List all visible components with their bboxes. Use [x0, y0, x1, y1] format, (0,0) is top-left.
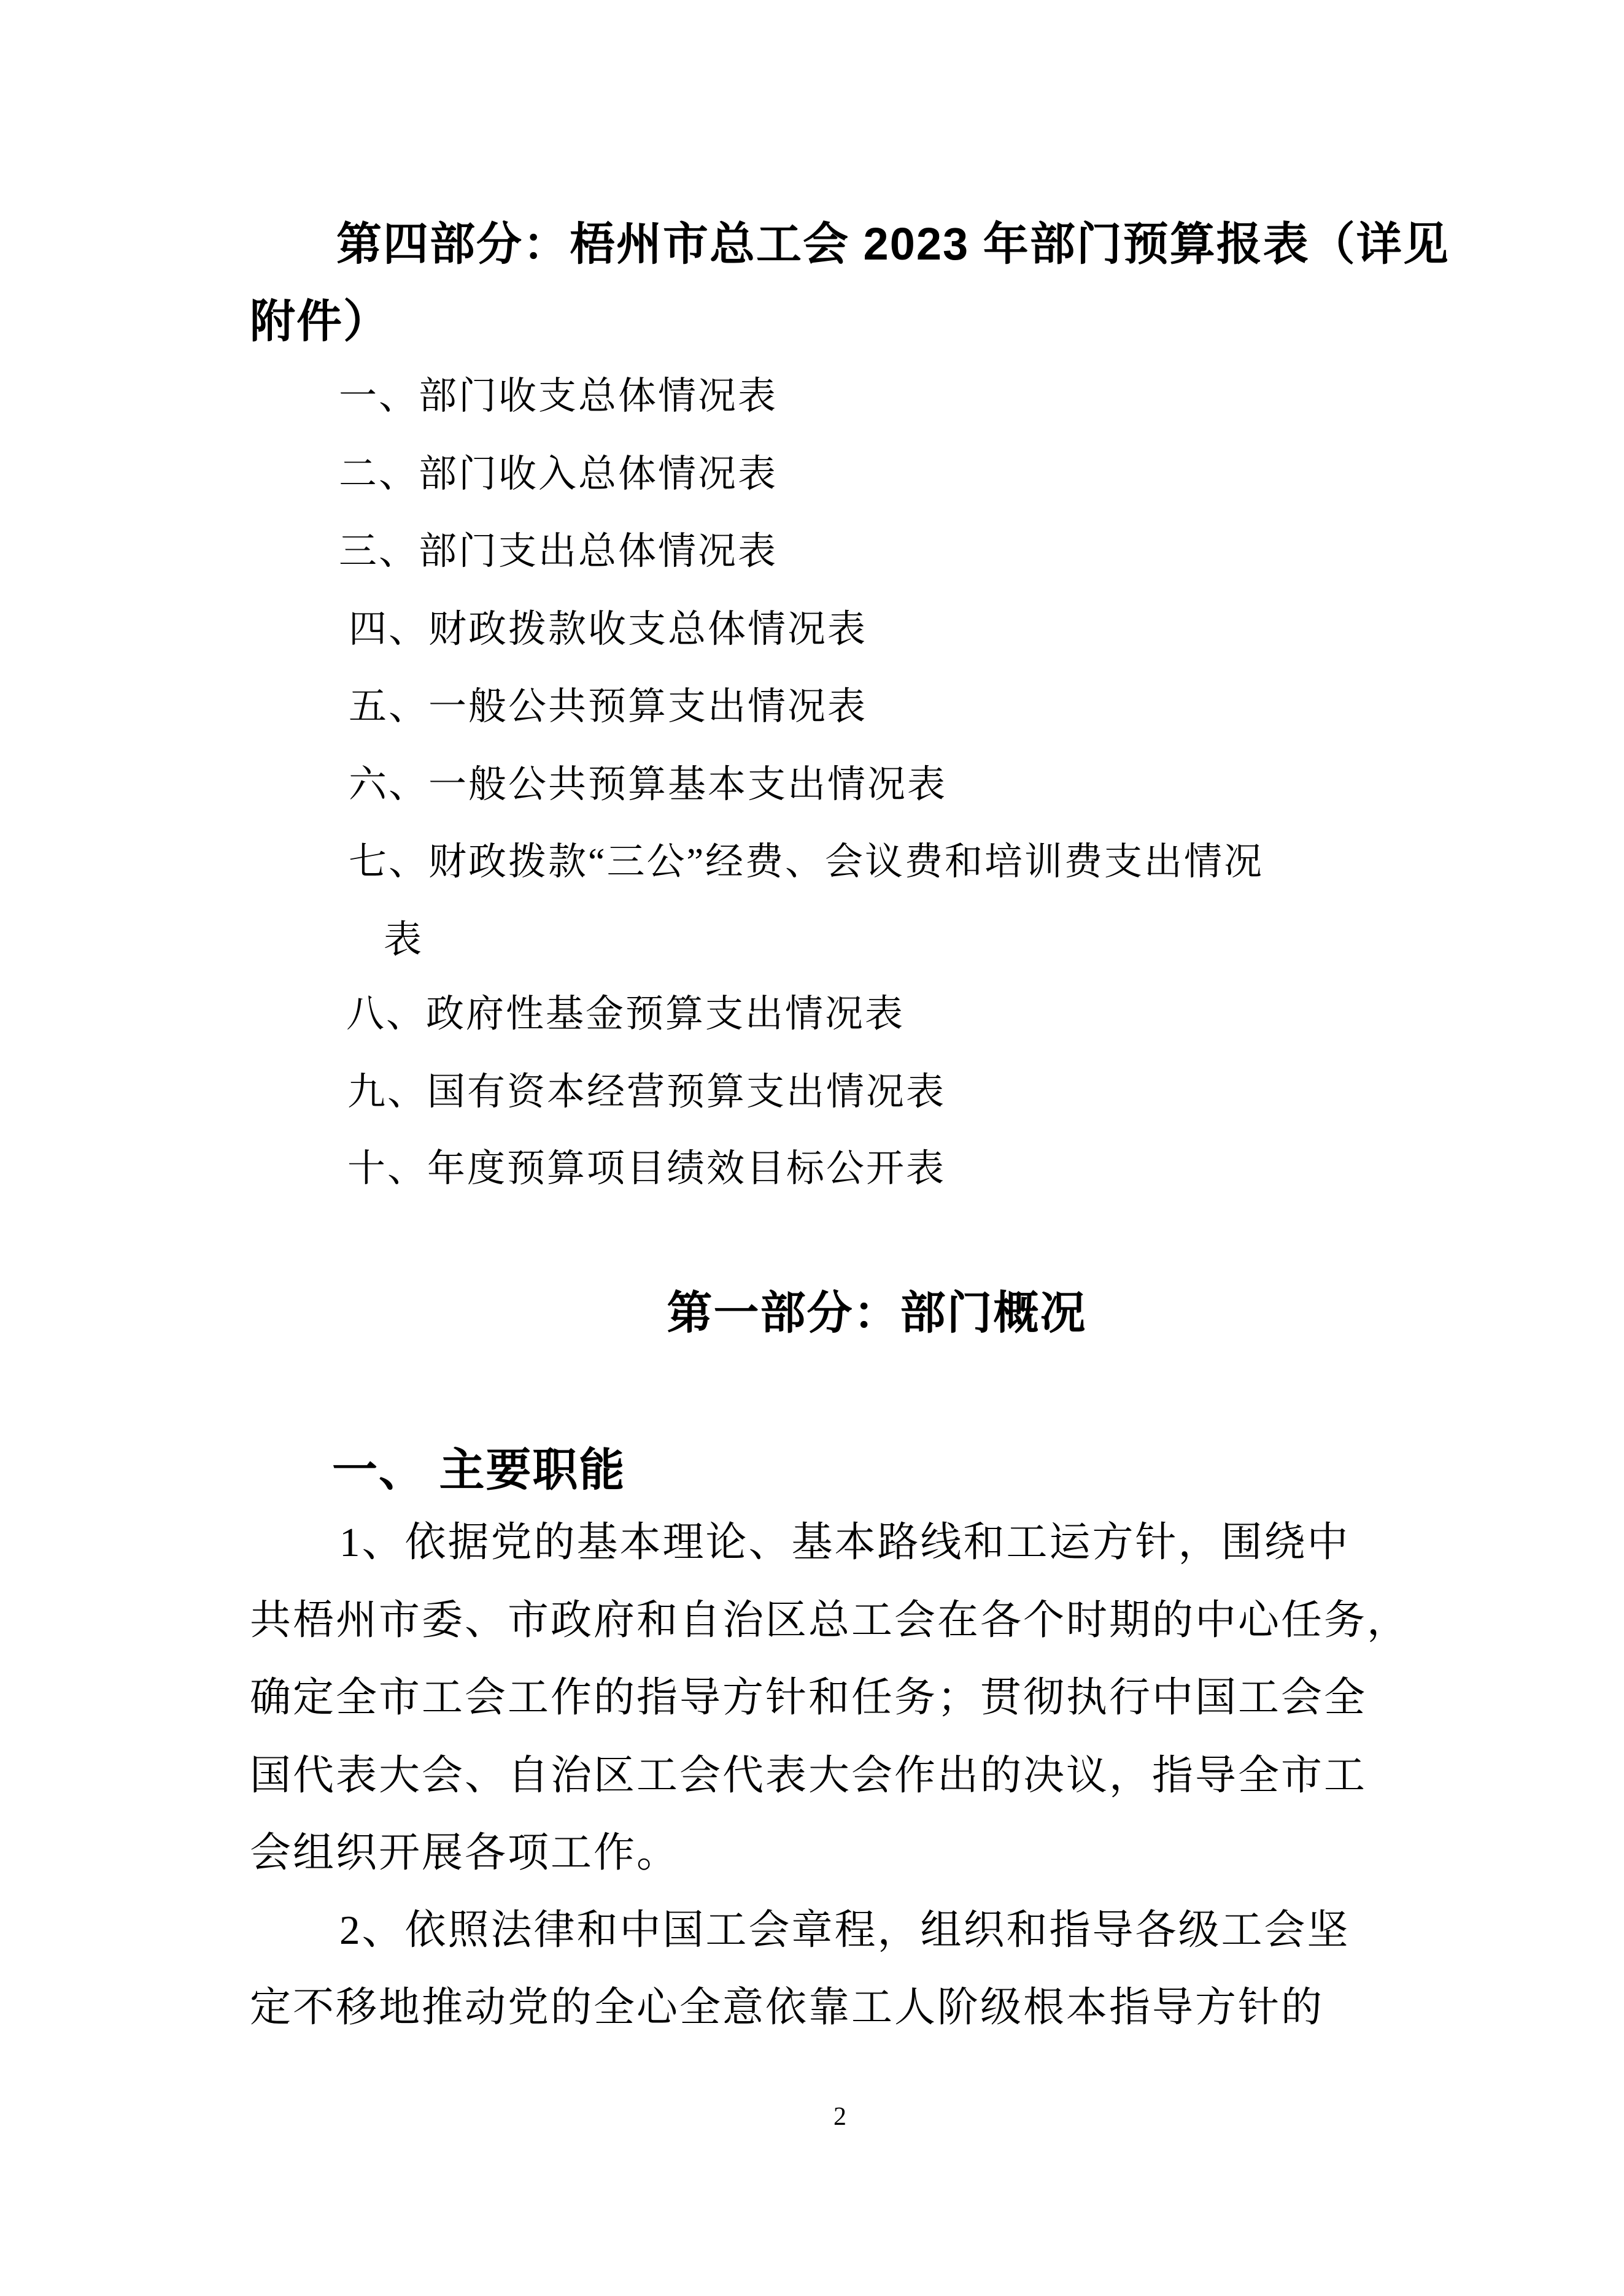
toc-row-5: 五、一般公共预算支出情况表	[349, 686, 868, 728]
toc-row-4: 四、财政拨款收支总体情况表	[349, 609, 868, 650]
toc-row-10: 十、年度预算项目绩效目标公开表	[347, 1148, 946, 1190]
para2-line-2: 定不移地推动党的全心全意依靠工人阶级根本指导方针的	[250, 1985, 1324, 2030]
para1-line-1: 1、依据党的基本理论、基本路线和工运方针，围绕中	[339, 1520, 1350, 1565]
para1-line-5: 会组织开展各项工作。	[250, 1830, 679, 1876]
functions-heading: 一、 主要职能	[332, 1444, 626, 1495]
page-number: 2	[833, 2103, 846, 2131]
para1-line-3: 确定全市工会工作的指导方针和任务；贯彻执行中国工会全	[250, 1675, 1367, 1720]
toc-row-7: 七、财政拨款“三公”经费、会议费和培训费支出情况	[349, 841, 1264, 883]
part1-heading: 第一部分：部门概况	[667, 1287, 1087, 1338]
para1-line-2: 共梧州市委、市政府和自治区总工会在各个时期的中心任务，	[250, 1598, 1410, 1643]
toc-row-3: 三、部门支出总体情况表	[339, 531, 778, 572]
toc-row-9: 九、国有资本经营预算支出情况表	[347, 1071, 946, 1113]
toc-row-2: 二、部门收入总体情况表	[339, 453, 778, 495]
toc-row-1: 一、部门收支总体情况表	[339, 376, 778, 417]
toc-row-8: 八、政府性基金预算支出情况表	[346, 993, 905, 1035]
para1-line-4: 国代表大会、自治区工会代表大会作出的决议，指导全市工	[250, 1753, 1367, 1798]
toc-row-6: 六、一般公共预算基本支出情况表	[349, 764, 948, 806]
part4-heading-line1: 第四部分：梧州市总工会 2023 年部门预算报表（详见	[336, 218, 1450, 269]
toc-row-7-continuation: 表	[384, 919, 424, 961]
part4-heading-line2: 附件）	[250, 296, 390, 347]
para2-line-1: 2、依照法律和中国工会章程，组织和指导各级工会坚	[339, 1908, 1350, 1953]
